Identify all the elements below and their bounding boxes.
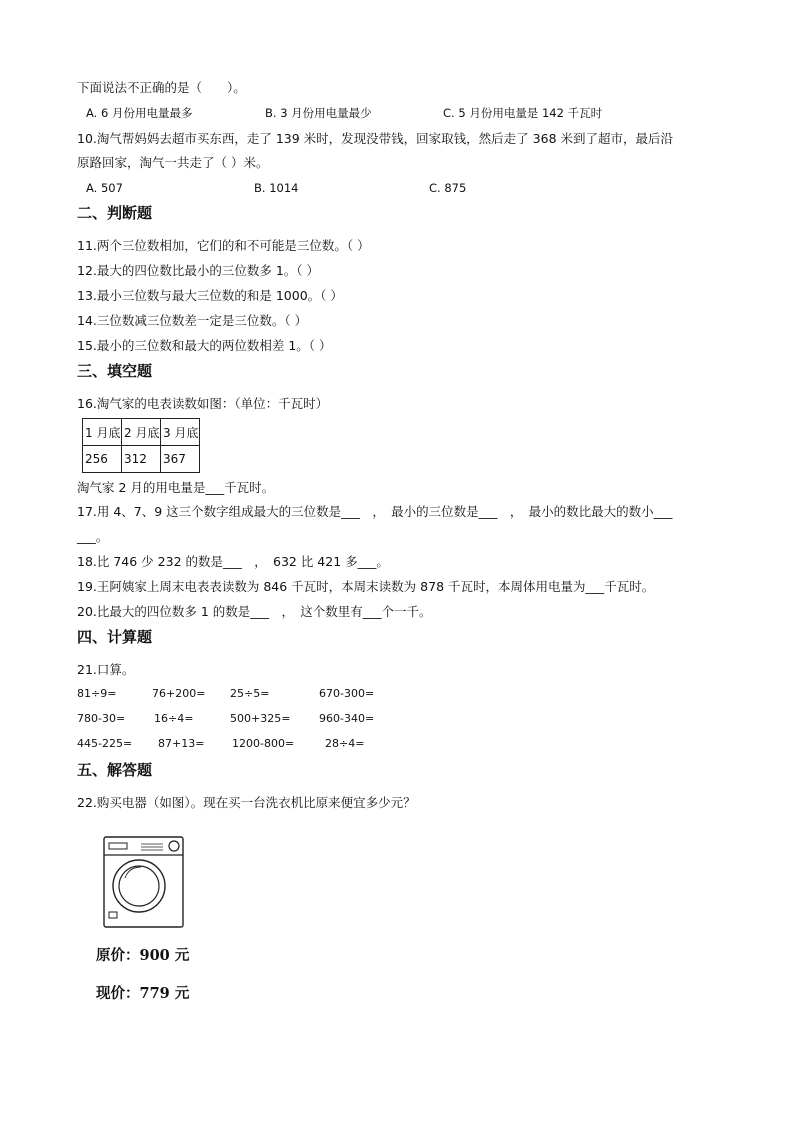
mental-math-item: 87+13= — [158, 737, 205, 750]
q22-stem: 22.购买电器（如图）。现在买一台洗衣机比原来便宜多少元？ — [77, 795, 416, 810]
mental-math-item: 16÷4= — [154, 712, 194, 725]
table-cell: 256 — [83, 446, 122, 473]
table-row — [83, 446, 200, 473]
mental-math-item: 76+200= — [152, 687, 206, 700]
meter-reading-table — [82, 418, 200, 473]
q16-question: 淘气家 2 月的用电量是___千瓦时。 — [77, 480, 275, 495]
q9-option-b: B. 3 月份用电量最少 — [265, 106, 372, 120]
table-header-cell: 2 月底 — [122, 419, 161, 446]
washing-machine-icon — [101, 833, 187, 931]
current-price: 现价：779 元 — [96, 985, 190, 1002]
q16-stem: 16.淘气家的电表读数如图：（单位：千瓦时） — [77, 396, 329, 411]
mental-math-item: 25÷5= — [230, 687, 270, 700]
q11: 11.两个三位数相加，它们的和不可能是三位数。（ ） — [77, 238, 370, 253]
table-cell: 367 — [161, 446, 200, 473]
table-header-cell: 3 月底 — [161, 419, 200, 446]
q10-option-a: A. 507 — [86, 181, 123, 195]
section-title-calculation: 四、计算题 — [77, 628, 153, 646]
original-price: 原价：900 元 — [96, 947, 190, 964]
q18: 18.比 746 少 232 的数是___ ， 632 比 421 多___。 — [77, 554, 389, 569]
q10-line-1: 10.淘气帮妈妈去超市买东西，走了 139 米时，发现没带钱，回家取钱，然后走了 368 米到了超市，最后沿 — [77, 131, 673, 146]
mental-math-item: 780-30= — [77, 712, 126, 725]
q13: 13.最小三位数与最大三位数的和是 1000。（ ） — [77, 288, 343, 303]
q12: 12.最大的四位数比最小的三位数多 1。（ ） — [77, 263, 320, 278]
mental-math-item: 28÷4= — [325, 737, 365, 750]
section-title-fill-in: 三、填空题 — [77, 362, 153, 380]
q20: 20.比最大的四位数多 1 的数是___ ， 这个数里有___个一千。 — [77, 604, 432, 619]
mental-math-item: 1200-800= — [232, 737, 295, 750]
q9-option-c: C. 5 月份用电量是 142 千瓦时 — [443, 106, 603, 120]
q14: 14.三位数减三位数差一定是三位数。（ ） — [77, 313, 308, 328]
q17-line-2: ___。 — [77, 529, 109, 544]
section-title-judgement: 二、判断题 — [77, 204, 153, 222]
q10-option-b: B. 1014 — [254, 181, 299, 195]
mental-math-item: 445-225= — [77, 737, 133, 750]
q19: 19.王阿姨家上周末电表表读数为 846 千瓦时，本周末读数为 878 千瓦时，本周体用电量为___千瓦时。 — [77, 579, 655, 594]
q9-stem: 下面说法不正确的是（ ）。 — [77, 80, 246, 95]
q21-stem: 21.口算。 — [77, 662, 135, 677]
section-title-word-problems: 五、解答题 — [77, 761, 153, 779]
mental-math-item: 81÷9= — [77, 687, 117, 700]
table-row — [83, 419, 200, 446]
mental-math-item: 670-300= — [319, 687, 375, 700]
table-header-cell: 1 月底 — [83, 419, 122, 446]
q17-line-1: 17.用 4、7、9 这三个数字组成最大的三位数是___ ， 最小的三位数是___ ， 最小的数比最大的数小___ — [77, 504, 673, 519]
q10-option-c: C. 875 — [429, 181, 467, 195]
mental-math-item: 500+325= — [230, 712, 291, 725]
mental-math-item: 960-340= — [319, 712, 375, 725]
q10-line-2: 原路回家，淘气一共走了（ ）米。 — [77, 155, 269, 170]
q15: 15.最小的三位数和最大的两位数相差 1。（ ） — [77, 338, 332, 353]
q9-option-a: A. 6 月份用电量最多 — [86, 106, 193, 120]
table-cell: 312 — [122, 446, 161, 473]
